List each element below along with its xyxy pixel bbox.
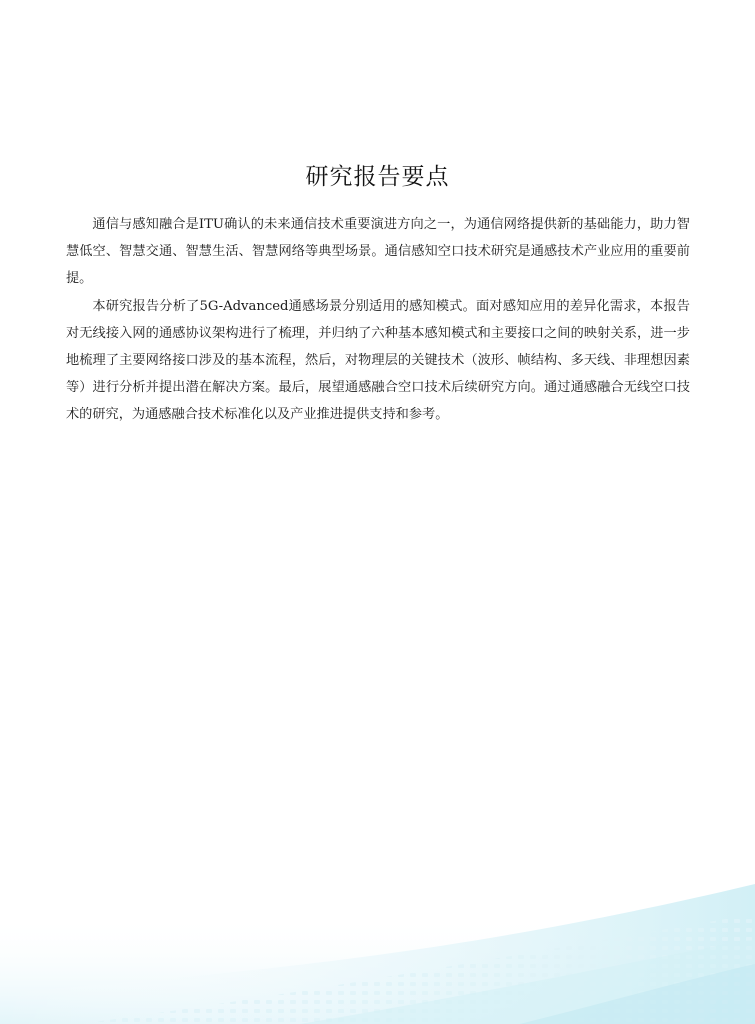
paragraph-summary: 本研究报告分析了5G-Advanced通感场景分别适用的感知模式。面对感知应用的差异化需求，本报告对无线接入网的通感协议架构进行了梳理，并归纳了六种基本感知模式和主要接口之间的映射关系，进一步地梳理了主要网络接口涉及的基本流程，然后，对物理层的关键技术（波形、帧结构、多天线、非理想因素等）进行分析并提出潜在解决方案。最后，展望通感融合空口技术后续研究方向。通过通感融合无线空口技术的研究，为通感融合技术标准化以及产业推进提供支持和参考。 [66, 298, 690, 423]
decorative-wave-pattern [0, 764, 755, 1024]
page-title: 研究报告要点 [305, 164, 450, 190]
document-body [66, 211, 690, 429]
paragraph-intro: 通信与感知融合是ITU确认的未来通信技术重要演进方向之一，为通信网络提供新的基础能力，助力智慧低空、智慧交通、智慧生活、智慧网络等典型场景。通信感知空口技术研究是通感技术产业应用的重要前提。 [66, 217, 690, 287]
